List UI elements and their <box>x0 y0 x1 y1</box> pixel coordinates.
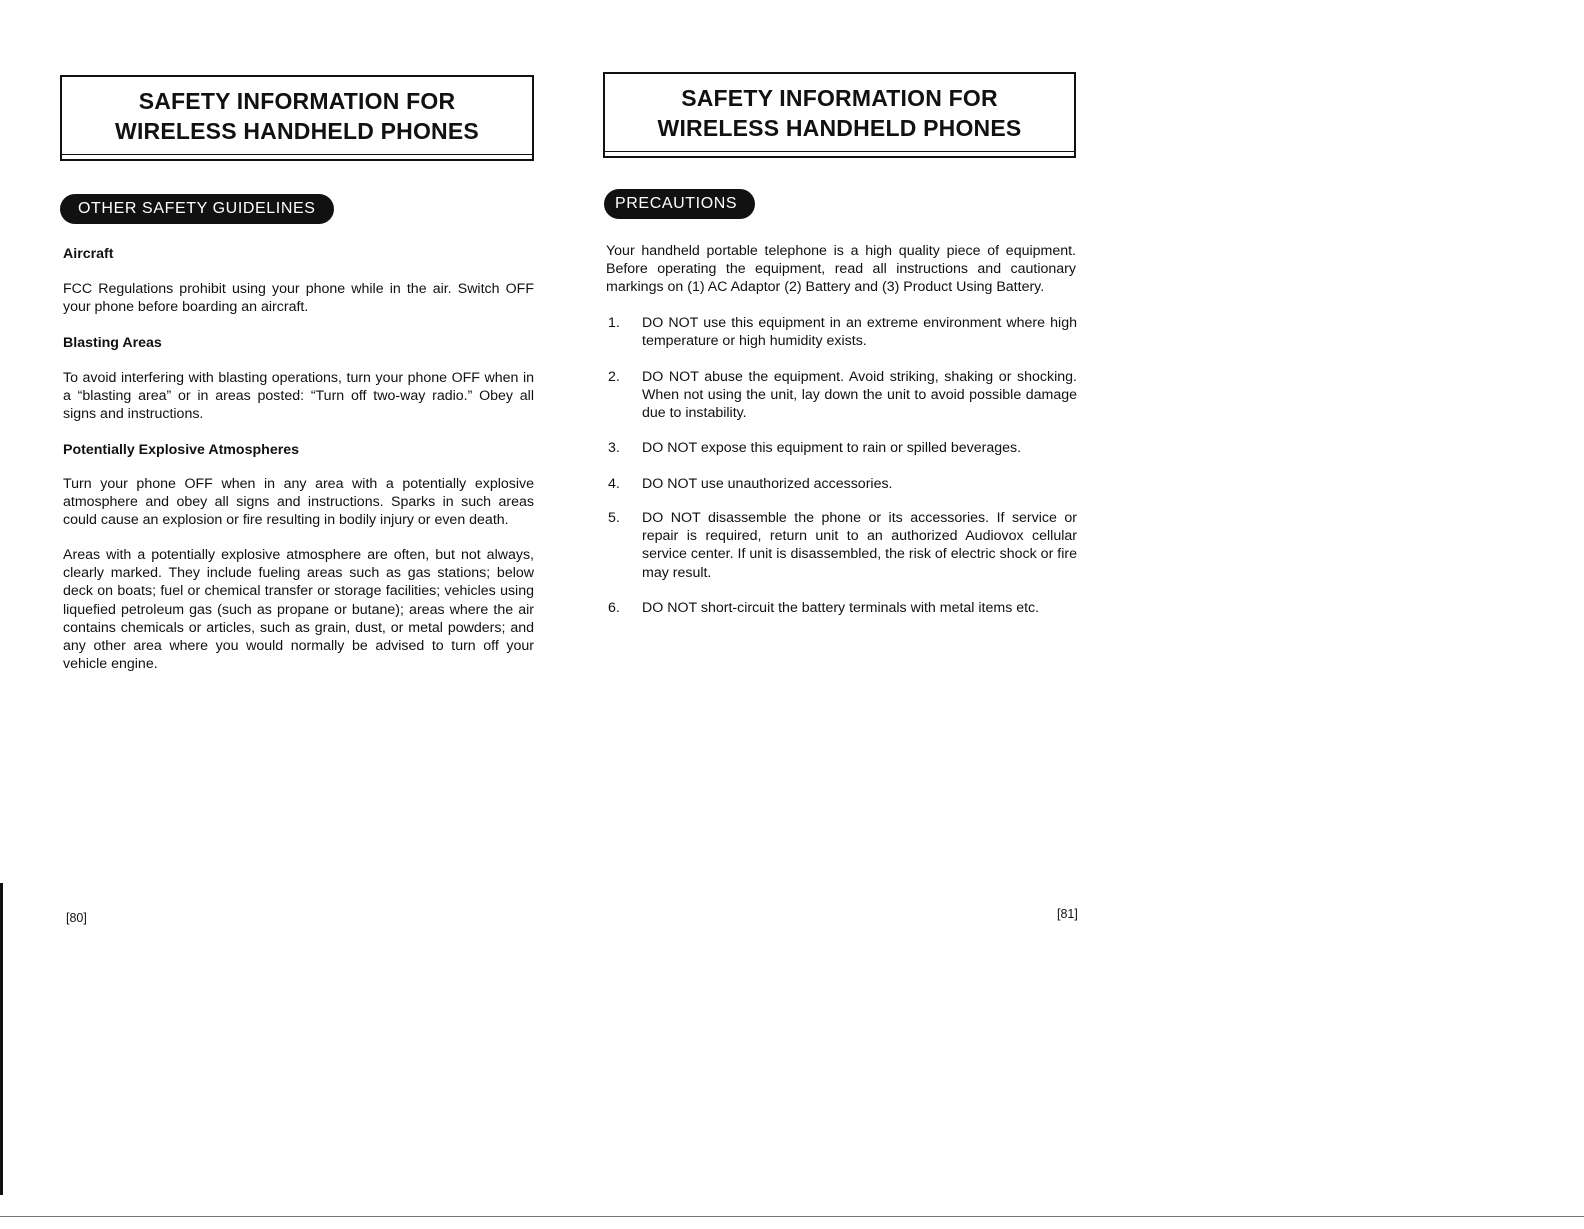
section-heading-aircraft: Aircraft <box>63 246 114 262</box>
section-heading-explosive-atmospheres: Potentially Explosive Atmospheres <box>63 442 300 458</box>
list-item <box>608 599 1077 619</box>
left-section-label: OTHER SAFETY GUIDELINES <box>60 194 334 224</box>
page-number-left: [80] <box>66 911 87 925</box>
left-header-line2: WIRELESS HANDHELD PHONES <box>115 118 479 144</box>
section-heading-blasting-areas: Blasting Areas <box>63 335 162 351</box>
right-header-box <box>603 72 1076 158</box>
left-header-rule <box>62 154 532 155</box>
paragraph-aircraft: FCC Regulations prohibit using your phone while in the air. Switch OFF your phone before boarding an aircraft. <box>63 281 534 316</box>
list-item-text: DO NOT use this equipment in an extreme environment where high temperature or high humidity exists. <box>642 315 1077 350</box>
list-item-text: DO NOT disassemble the phone or its accessories. If service or repair is required, return unit to an authorized Audiovox cellular service center. If unit is disassembled, the risk of electric shock or fire may result. <box>642 510 1077 581</box>
list-item-text: DO NOT expose this equipment to rain or spilled beverages. <box>642 440 1022 456</box>
list-item-number: 4. <box>608 476 620 492</box>
list-item <box>608 439 1077 459</box>
list-item <box>608 475 1077 495</box>
list-item-number: 2. <box>608 369 620 385</box>
right-header-line2: WIRELESS HANDHELD PHONES <box>657 115 1022 141</box>
list-item-text: DO NOT use unauthorized accessories. <box>642 476 893 492</box>
right-page <box>590 0 1110 1229</box>
precautions-intro: Your handheld portable telephone is a high quality piece of equipment. Before operating the equipment, read all instructions and cautionary markings on (1) AC Adaptor (2) Battery and (3) Product Using Battery. <box>606 243 1076 296</box>
paragraph-blasting-areas: To avoid interfering with blasting operations, turn your phone OFF when in a “blasting area” or in areas posted: “Turn off two-way radio.” Obey all signs and instructions. <box>63 370 534 423</box>
list-item-text: DO NOT short-circuit the battery terminals with metal items etc. <box>642 600 1040 616</box>
list-item-number: 6. <box>608 600 620 616</box>
binding-edge-line <box>0 883 3 1195</box>
page-number-right: [81] <box>1057 907 1078 921</box>
list-item <box>608 368 1077 426</box>
right-header-line1: SAFETY INFORMATION FOR <box>681 85 998 111</box>
list-item-number: 3. <box>608 440 620 456</box>
left-header-line1: SAFETY INFORMATION FOR <box>138 88 456 114</box>
list-item <box>608 509 1077 585</box>
paragraph-explosive-atmospheres-2: Areas with a potentially explosive atmosphere are often, but not always, clearly marked. They include fueling areas such as gas stations; below deck on boats; fuel or chemical transfer or storage facilities; vehicles using liquefied petroleum gas (such as propane or butane); areas where the air contains chemicals or articles, such as grain, dust, or metal powders; and any other area where you would normally be advised to turn off your vehicle engine. <box>63 547 534 673</box>
scan-bottom-edge <box>0 1216 1584 1217</box>
right-section-label: PRECAUTIONS <box>604 189 755 219</box>
list-item-number: 5. <box>608 510 620 526</box>
list-item-text: DO NOT abuse the equipment. Avoid striking, shaking or shocking. When not using the unit, lay down the unit to avoid possible damage due to instability. <box>642 369 1077 422</box>
list-item-number: 1. <box>608 315 620 331</box>
paragraph-explosive-atmospheres-1: Turn your phone OFF when in any area with a potentially explosive atmosphere and obey all signs and instructions. Sparks in such areas could cause an explosion or fire resulting in bodily injury or even death. <box>63 476 534 529</box>
right-header-rule <box>605 151 1074 152</box>
left-header-box <box>60 75 534 161</box>
left-page <box>0 0 560 1229</box>
list-item <box>608 314 1077 354</box>
